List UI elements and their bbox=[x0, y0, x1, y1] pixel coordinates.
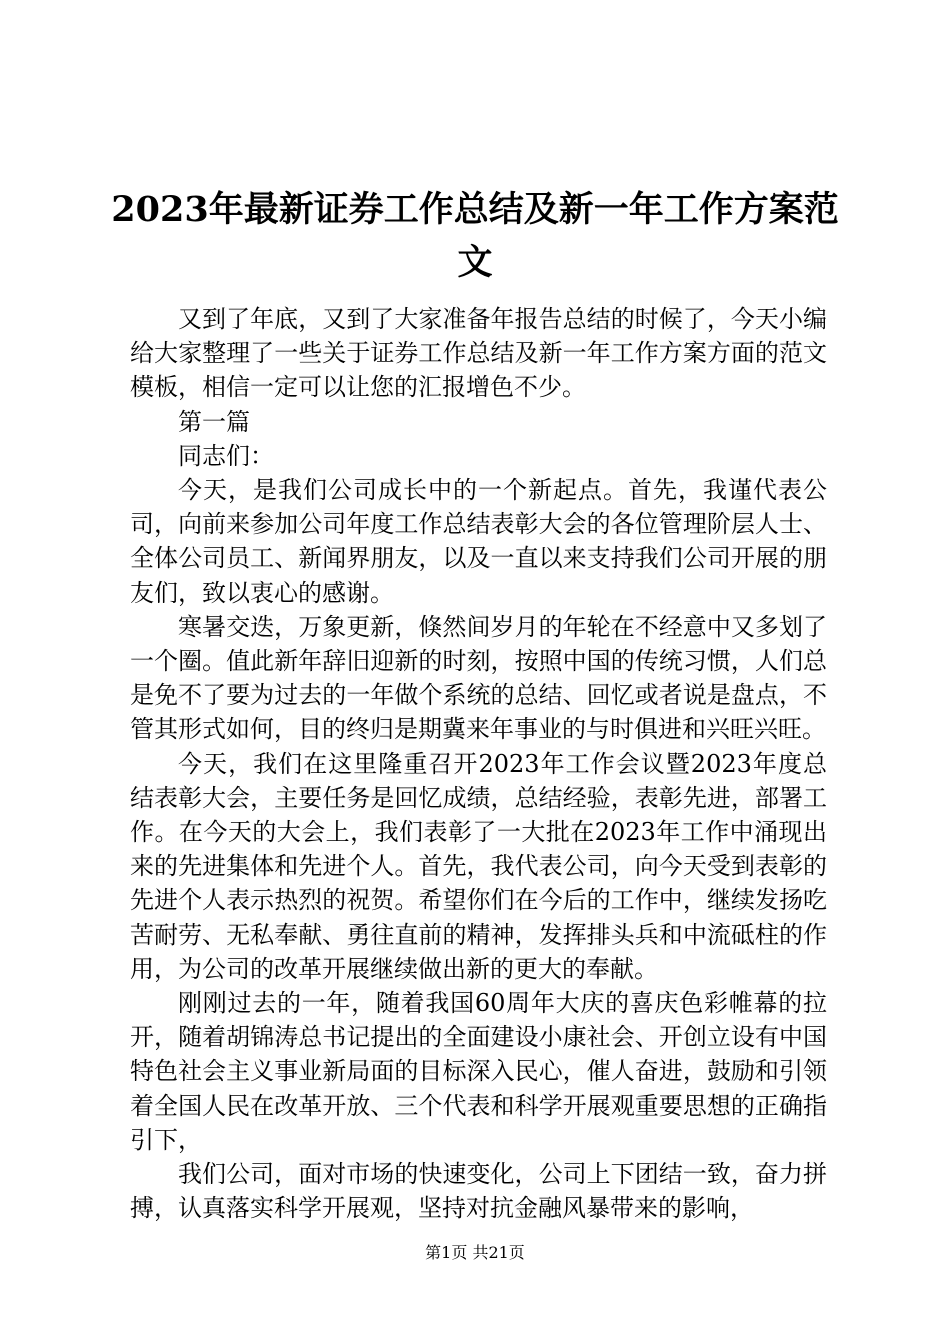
paragraph: 今天，是我们公司成长中的一个新起点。首先，我谨代表公司，向前来参加公司年度工作总结表彰大会的各位管理阶层人士、全体公司员工、新闻界朋友，以及一直以来支持我们公司开展的朋友们，致以衷心的感谢。 bbox=[130, 476, 827, 607]
document-body bbox=[130, 302, 827, 1225]
section-heading: 第一篇 bbox=[178, 407, 250, 436]
paragraph: 又到了年底，又到了大家准备年报告总结的时候了，今天小编给大家整理了一些关于证券工作总结及新一年工作方案方面的范文模板，相信一定可以让您的汇报增色不少。 bbox=[130, 305, 827, 402]
document-title: 2023年最新证券工作总结及新一年工作方案范文 bbox=[111, 189, 839, 283]
paragraph: 今天，我们在这里隆重召开2023年工作会议暨2023年度总结表彰大会，主要任务是回忆成绩，总结经验，表彰先进，部署工作。在今天的大会上，我们表彰了一大批在2023年工作中涌现出来的先进集体和先进个人。首先，我代表公司，向今天受到表彰的先进个人表示热烈的祝贺。希望你们在今后的工作中，继续发扬吃苦耐劳、无私奉献、勇往直前的精神，发挥排头兵和中流砥柱的作用，为公司的改革开展继续做出新的更大的奉献。 bbox=[130, 749, 827, 983]
salutation: 同志们： bbox=[178, 441, 274, 470]
paragraph: 我们公司，面对市场的快速变化，公司上下团结一致，奋力拼搏，认真落实科学开展观，坚持对抗金融风暴带来的影响， bbox=[130, 1160, 827, 1223]
paragraph: 寒暑交迭，万象更新，倏然间岁月的年轮在不经意中又多划了一个圈。值此新年辞旧迎新的时刻，按照中国的传统习惯，人们总是免不了要为过去的一年做个系统的总结、回忆或者说是盘点，不管其形式如何，目的终归是期冀来年事业的与时俱进和兴旺兴旺。 bbox=[130, 612, 827, 744]
page-number-footer: 第1页 共21页 bbox=[425, 1243, 525, 1262]
paragraph: 刚刚过去的一年，随着我国60周年大庆的喜庆色彩帷幕的拉开，随着胡锦涛总书记提出的全面建设小康社会、开创立设有中国特色社会主义事业新局面的目标深入民心，催人奋进，鼓励和引领着全国人民在改革开放、三个代表和科学开展观重要思想的正确指引下， bbox=[130, 989, 827, 1154]
